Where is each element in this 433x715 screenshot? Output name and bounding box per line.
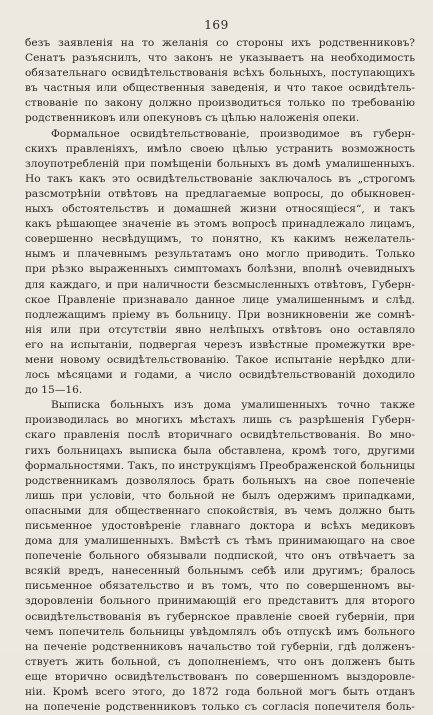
text-line: письменное обязательство и въ томъ, что по совершенномъ вы- xyxy=(25,580,415,593)
text-line: его на испытаніи, подвергая черезъ извѣстные промежутки вре- xyxy=(25,338,415,351)
text-line: до 15—16. xyxy=(25,384,83,397)
text-line: ныхъ обстоятельствъ и домашней жизни относящіеся“, и такъ xyxy=(25,203,415,216)
text-line: для каждаго, и при наличности безсмысленныхъ отвѣтовъ, Губерн- xyxy=(25,278,415,291)
text-line: на печеніе родственниковъ начальство той губерніи, гдѣ долженъ- xyxy=(25,640,415,653)
text-line: какъ рѣшающее значеніе въ этомъ вопросѣ принадлежало лицамъ, xyxy=(25,218,415,231)
text-line: Формальное освидѣтельствованіе, производимое въ губерн- xyxy=(51,127,415,140)
text-line: освидѣтельствованія въ губернское правленіе своей губерніи, при xyxy=(25,610,415,623)
text-line: скихъ правленіяхъ, имѣло своею цѣлью устранить возможность xyxy=(25,142,415,155)
text-line: ніи. Кромѣ всего этого, до 1872 года больной могъ быть отданъ xyxy=(25,686,415,699)
text-line: ское Правленіе признавало данное лице умалишеннымъ и слѣд. xyxy=(25,293,415,306)
text-line: мени новому освидѣтельствованію. Такое испытаніе нерѣдко дли- xyxy=(25,353,415,366)
text-line: дома для умалишенныхъ. Вмѣстѣ съ тѣмъ принимающаго на свое xyxy=(25,535,415,548)
text-line: еще вторично освидѣтельствованъ по совершенномъ выздоровле- xyxy=(25,670,415,683)
text-line: при рѣзко выраженныхъ симптомахъ болѣзни, вполнѣ очевидныхъ xyxy=(25,263,415,276)
text-line: лишь при условіи, что больной не былъ одержимъ припадками, xyxy=(25,489,415,502)
text-line: на попеченіе родственниковъ только съ согласія попечителя боль- xyxy=(25,701,415,714)
text-line: ствуетъ жить больной, съ дополненіемъ, что онъ долженъ быть xyxy=(25,655,415,668)
text-line: Сенатъ разъяснилъ, что законъ не указываетъ на необходимость xyxy=(25,52,415,65)
text-line: всякій вредъ, нанесенный больнымъ себѣ или другимъ; бралось xyxy=(25,565,415,578)
text-line: нія или при отсутствіи явно нелѣпыхъ отвѣтовъ оно оставляло xyxy=(25,323,415,336)
text-line: письменное удостовѣреніе главнаго доктора и всѣхъ медиковъ xyxy=(25,520,415,532)
text-line: въ частныя или общественныя заведенія, и что такое освидѣтель- xyxy=(25,82,415,95)
body-text xyxy=(25,36,415,715)
text-line: совершенно несвѣдущимъ, то понятно, къ какимъ нежелатель- xyxy=(25,233,415,246)
text-line: Выписка больныхъ изъ дома умалишенныхъ точно также xyxy=(51,399,415,412)
text-line: ствованіе по закону должно производиться только по требованію xyxy=(25,97,415,110)
page-number: 169 xyxy=(204,18,229,32)
text-line: обязательнаго освидѣтельствованія всѣхъ больныхъ, поступающихъ xyxy=(25,67,415,80)
text-line: здоровленіи больного принимающій его представитъ для второго xyxy=(25,595,415,608)
text-line: разсмотрѣніи отвѣтовъ на предлагаемые вопросы, до обыкновен- xyxy=(25,187,415,200)
text-line: родственникамъ дозволялось брать больныхъ на свое попеченіе xyxy=(25,474,415,487)
text-line: нымъ и плачевнымъ результатамъ оно могло приводить. Только xyxy=(25,248,415,261)
text-line: Но такъ какъ это освидѣтельствованіе заключалось въ „строгомъ xyxy=(25,172,415,185)
text-line: чемъ попечитель больницы увѣдомлялъ объ отпускѣ имъ больного xyxy=(25,625,415,638)
text-line: безъ заявленія на то желанія со стороны ихъ родственниковъ? xyxy=(25,37,415,49)
text-line: гихъ больницахъ выписка была обставлена, кромѣ того, другими xyxy=(25,444,415,457)
text-line: опасными для общественнаго спокойствія, въ чемъ должно быть xyxy=(25,504,415,517)
text-line: родственниковъ или опекуновъ съ цѣлью наложенія опеки. xyxy=(25,112,360,125)
text-line: лось мѣсяцами и годами, а число освидѣтельствованій доходило xyxy=(25,369,415,382)
text-line: попеченіе больного обязывали подпиской, что онъ отвѣчаетъ за xyxy=(25,550,415,563)
text-line: подлежащимъ пріему въ больницу. При возникновеніи же сомнѣ- xyxy=(25,308,415,321)
text-line: формальностями. Такъ, по инструкціямъ Преображенской больницы xyxy=(25,459,415,472)
text-line: производилась во многихъ мѣстахъ лишь съ разрѣшенія Губерн- xyxy=(25,414,415,427)
text-line: злоупотребленій при помѣщеніи больныхъ въ домѣ умалишенныхъ. xyxy=(25,157,415,170)
text-line: скаго правленія послѣ вторичнаго освидѣтельствованія. Во мно- xyxy=(25,429,415,442)
